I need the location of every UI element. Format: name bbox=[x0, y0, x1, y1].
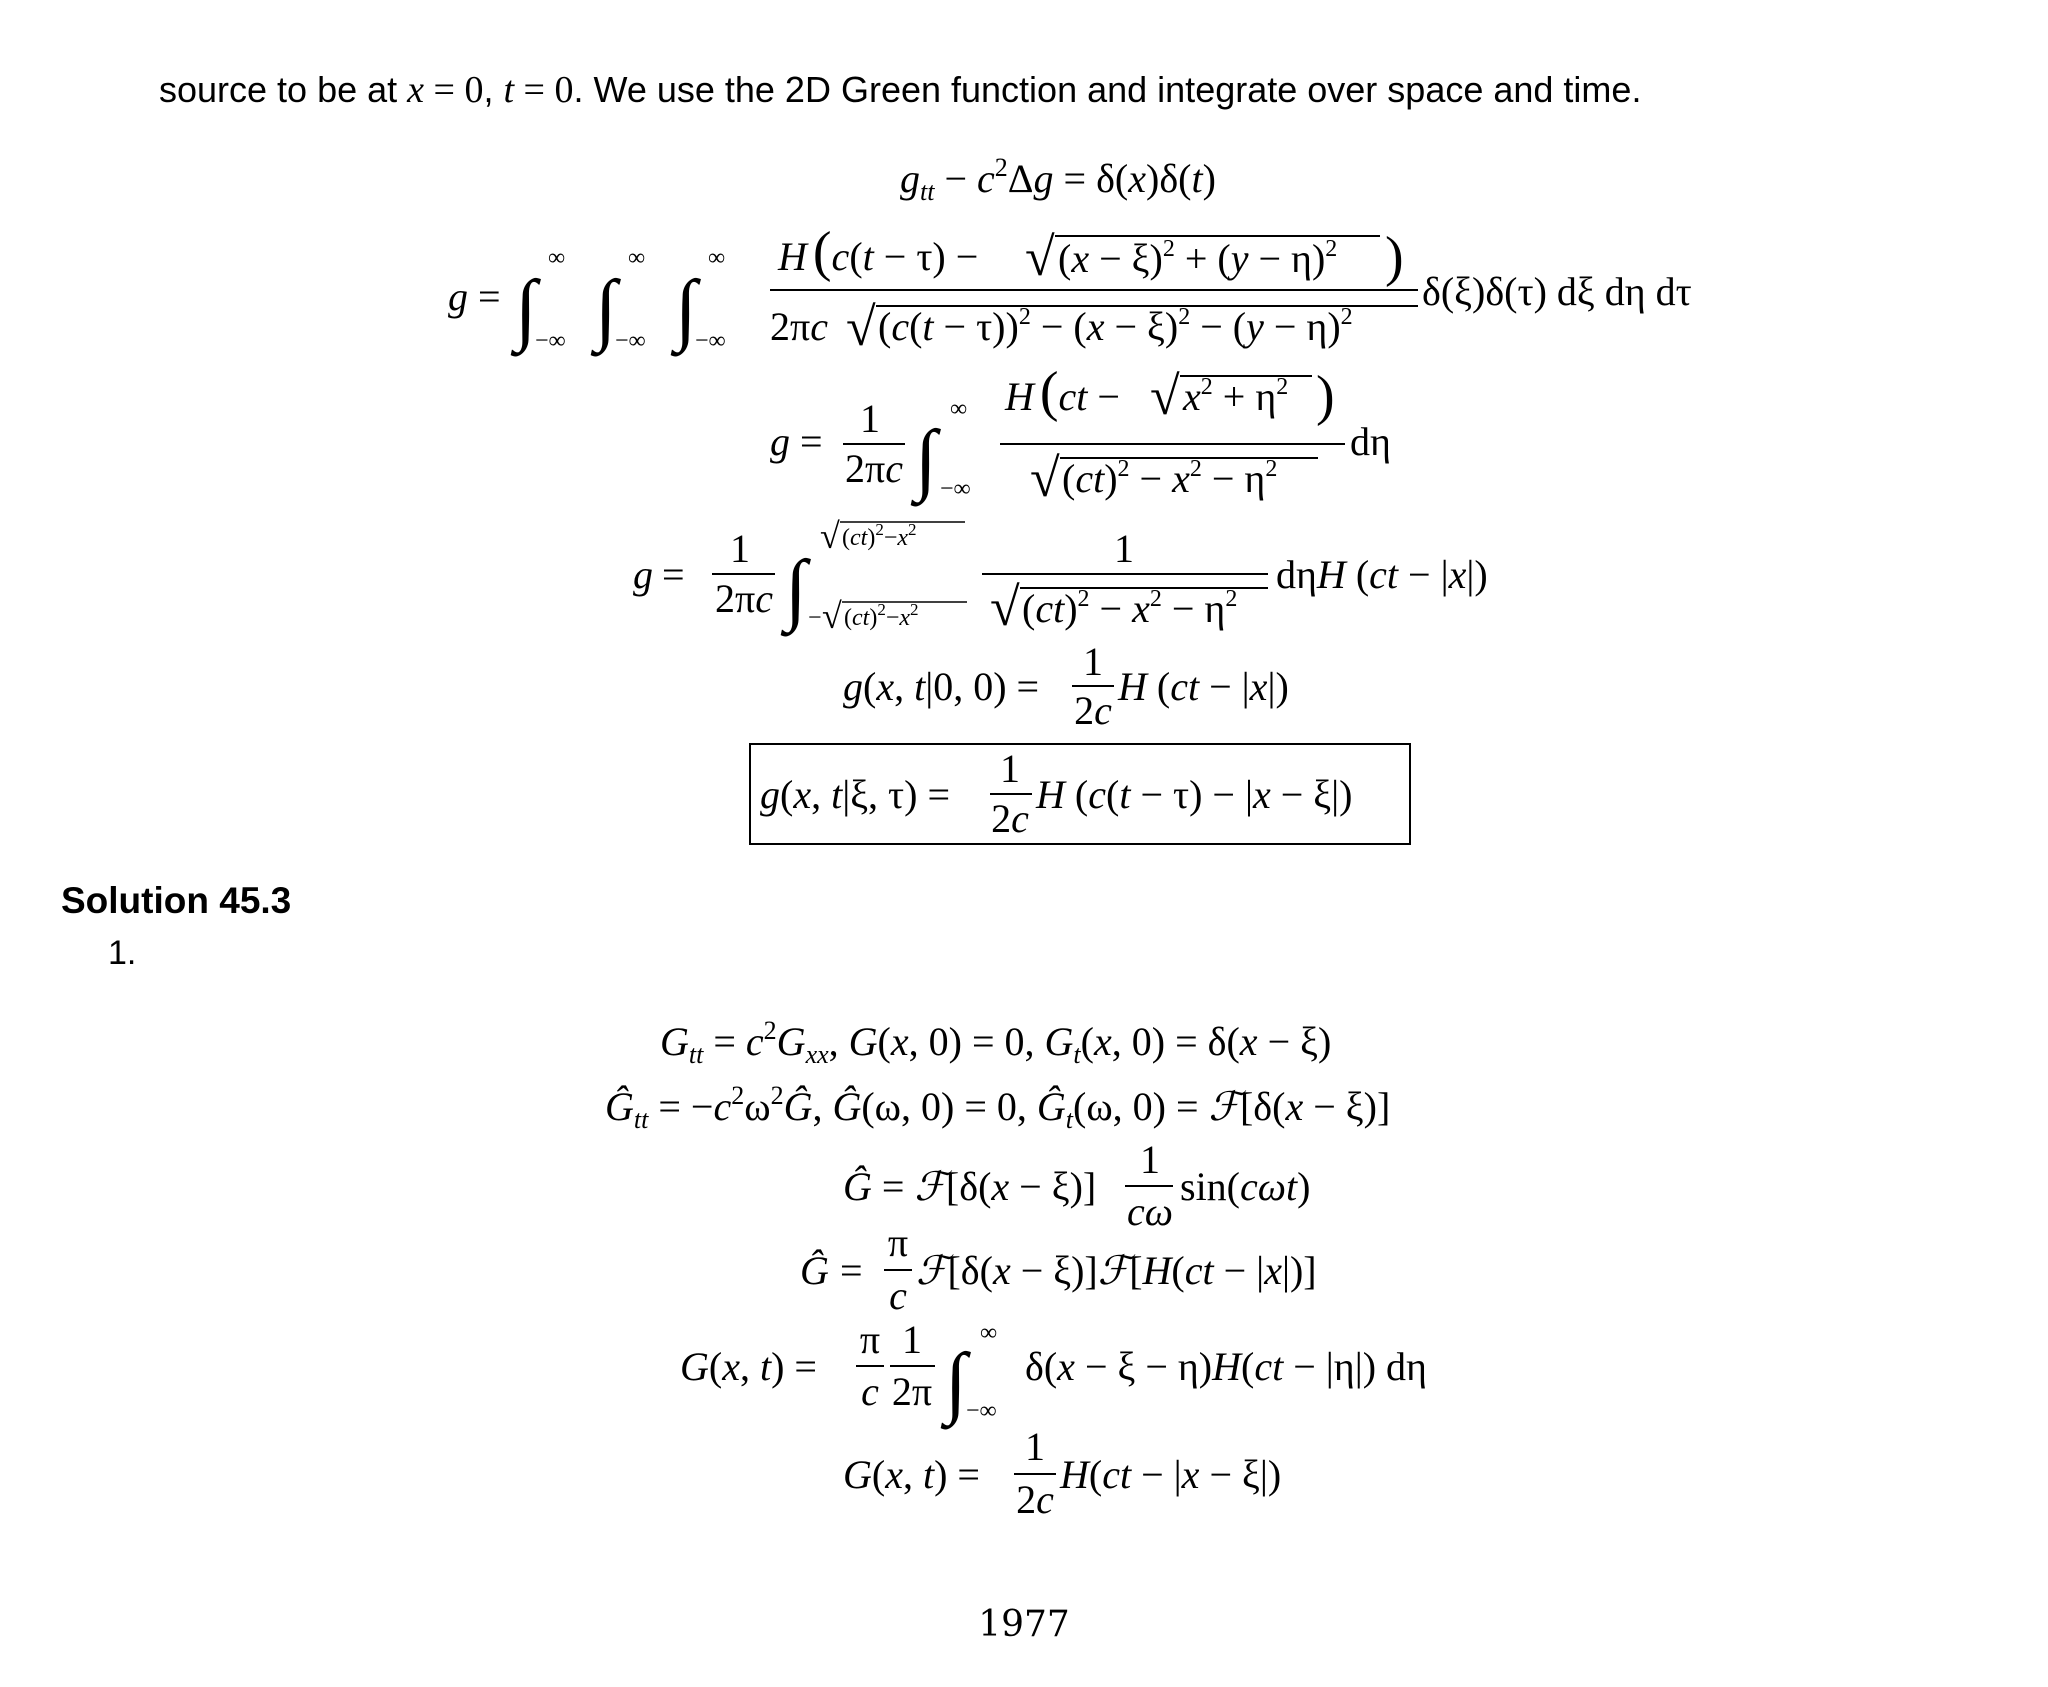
svg-text:g: g bbox=[770, 419, 790, 464]
svg-text:1: 1 bbox=[902, 1317, 922, 1362]
svg-text:∞: ∞ bbox=[980, 1320, 998, 1346]
svg-text:∫: ∫ bbox=[595, 265, 617, 353]
svg-text:): ) bbox=[1316, 365, 1335, 427]
eq-fourier-transformed bbox=[605, 1081, 1390, 1134]
svg-text:1: 1 bbox=[1114, 526, 1134, 571]
svg-text:(ct)2 − x2 − η2: $(ct)^2 - x^2 - \eta^2$ bbox=[1022, 586, 1238, 631]
svg-text:dη: dη bbox=[1350, 419, 1391, 464]
svg-text:∞: ∞ bbox=[708, 245, 726, 271]
svg-text:−: − bbox=[808, 605, 822, 631]
svg-text:δ(ξ)δ(τ) dξ dη dτ: δ(ξ)δ(τ) dξ dη dτ bbox=[1422, 269, 1692, 314]
svg-text:∫: ∫ bbox=[515, 265, 537, 353]
eq-ghat-sin bbox=[843, 1137, 1310, 1234]
svg-text:δ(x − ξ − η)H(ct − |η|) dη: δ(x − ξ − η)H(ct − |η|) dη bbox=[1025, 1344, 1427, 1389]
svg-text:G(x, t) =: G(x, t) = bbox=[843, 1452, 980, 1497]
intro-comma: , bbox=[483, 69, 504, 110]
svg-text:∫: ∫ bbox=[675, 265, 697, 353]
svg-text:g: g bbox=[448, 274, 468, 319]
svg-text:Ĝtt = −c2ω2Ĝ, Ĝ(ω, 0) = 0,: $Ĝ_{tt}$ = $-c^2\omega^2Ĝ$, Ĝ(ω, 0) = 0, $Ĝ_t(\omega$, 0) = ℱ[δ(x − ξ)] bbox=[605, 1081, 1391, 1134]
eq-single-integral-heaviside bbox=[770, 361, 1391, 508]
svg-text:2πc: 2πc bbox=[845, 446, 903, 491]
svg-text:H(c(t − τ) −: H (c(t − τ) − bbox=[778, 221, 979, 283]
eq-wave-1d bbox=[660, 1016, 1331, 1069]
page-number: 1977 bbox=[978, 1604, 1070, 1645]
svg-text:∫: ∫ bbox=[945, 1338, 967, 1426]
svg-text:√: √ bbox=[1025, 227, 1055, 287]
svg-text:1: 1 bbox=[730, 526, 750, 571]
svg-text:−∞: −∞ bbox=[535, 328, 566, 354]
svg-text:−∞: −∞ bbox=[695, 328, 726, 354]
svg-text:(ct)2−x2: $(ct)^2-x^2$ bbox=[842, 520, 917, 551]
svg-text:2πc: 2πc bbox=[715, 576, 773, 621]
svg-text:√: √ bbox=[846, 297, 876, 357]
svg-text:−∞: −∞ bbox=[966, 1398, 997, 1424]
svg-text:Gtt = c2Gxx, G(x, 0) = 0,: $G_{tt} = c^2G_{xx}$, G(x, 0) = 0, $G_t(x$, 0) = δ(x − ξ) bbox=[660, 1016, 1332, 1069]
svg-text:dηH (ct − |x|): dηH (ct − |x|) bbox=[1276, 552, 1488, 597]
eq-wave-2d bbox=[900, 153, 1216, 206]
svg-text:H (c(t − τ) − |x − ξ|): H (c(t − τ) − |x − ξ|) bbox=[1036, 772, 1353, 817]
svg-text:c: c bbox=[889, 1273, 907, 1318]
svg-text:√: √ bbox=[820, 516, 840, 556]
svg-text:): ) bbox=[1385, 226, 1404, 288]
svg-text:=: = bbox=[840, 1248, 863, 1293]
svg-text:π: π bbox=[859, 1317, 881, 1362]
eq-limited-integral bbox=[633, 516, 1488, 637]
intro-math-x: x = 0 bbox=[407, 69, 484, 111]
svg-text:√: √ bbox=[822, 596, 842, 636]
svg-text:gtt − c2Δg = δ(x)δ(t): $g_{tt} - c^2\Delta g = \delta(x)\delta(t)$ bbox=[900, 153, 1216, 206]
svg-text:1: 1 bbox=[1025, 1424, 1045, 1469]
intro-text-1: source to be at bbox=[159, 69, 408, 110]
derivation-1d-equations bbox=[0, 980, 2048, 1540]
svg-text:2c: 2c bbox=[1074, 688, 1112, 733]
eq-triple-integral bbox=[448, 221, 1692, 357]
svg-text:∞: ∞ bbox=[548, 245, 566, 271]
svg-text:1: 1 bbox=[1140, 1137, 1160, 1182]
solution-item-number: 1. bbox=[108, 934, 137, 972]
svg-text:sin(cωt): sin(cωt) bbox=[1180, 1164, 1311, 1209]
svg-text:√: √ bbox=[990, 577, 1020, 637]
svg-text:∫: ∫ bbox=[915, 415, 937, 503]
svg-text:∫: ∫ bbox=[785, 545, 807, 633]
svg-text:1: 1 bbox=[860, 396, 880, 441]
svg-text:−∞: −∞ bbox=[940, 476, 971, 502]
svg-text:G(x, t) =: G(x, t) = bbox=[680, 1344, 817, 1389]
svg-text:2c: 2c bbox=[991, 796, 1029, 841]
svg-text:Ĝ = ℱ[δ(x − ξ)]: Ĝ = ℱ[δ(x − ξ)] bbox=[843, 1164, 1097, 1209]
svg-text:1: 1 bbox=[1083, 639, 1103, 684]
eq-g-integral bbox=[680, 1317, 1427, 1430]
svg-text:c: c bbox=[861, 1369, 879, 1414]
svg-text:H (ct − |x|): H (ct − |x|) bbox=[1118, 664, 1289, 709]
svg-text:=: = bbox=[800, 419, 823, 464]
svg-text:∞: ∞ bbox=[628, 245, 646, 271]
intro-text-2: . We use the 2D Green function and integrate over space and time. bbox=[573, 69, 1642, 110]
svg-text:x2 + η2: $x^2 + \eta^2$ bbox=[1183, 374, 1289, 419]
svg-text:g: g bbox=[633, 552, 653, 597]
svg-text:1: 1 bbox=[1000, 746, 1020, 791]
svg-text:H(ct − |x − ξ|): H(ct − |x − ξ|) bbox=[1060, 1452, 1282, 1497]
svg-text:−∞: −∞ bbox=[615, 328, 646, 354]
svg-text:2c: 2c bbox=[1016, 1477, 1054, 1522]
svg-text:2πc: 2πc bbox=[770, 304, 828, 349]
solution-heading: Solution 45.3 bbox=[61, 880, 292, 921]
svg-text:2π: 2π bbox=[891, 1369, 933, 1414]
svg-text:cω: cω bbox=[1127, 1189, 1173, 1234]
svg-text:(ct)2 − x2 − η2: $(ct)^2 - x^2 - \eta^2$ bbox=[1062, 456, 1278, 501]
svg-text:√: √ bbox=[1150, 366, 1180, 426]
intro-math-t: t = 0 bbox=[503, 69, 574, 111]
svg-text:=: = bbox=[478, 274, 501, 319]
svg-text:(x − ξ)2 + (y − η)2: $(x - \xi)^2 + (y - \eta)^2$ bbox=[1058, 236, 1338, 281]
eq-ghat-convolution bbox=[800, 1220, 1317, 1318]
svg-text:ℱ[δ(x − ξ)]ℱ[H(ct − |x|)]: ℱ[δ(x − ξ)]ℱ[H(ct − |x|)] bbox=[916, 1248, 1317, 1293]
svg-text:π: π bbox=[887, 1220, 909, 1265]
svg-text:√: √ bbox=[1030, 448, 1060, 508]
svg-text:H(ct −: H (ct − bbox=[1005, 361, 1120, 423]
eq-g-final bbox=[843, 1424, 1281, 1522]
svg-text:∞: ∞ bbox=[950, 396, 968, 422]
svg-text:(ct)2−x2: $(ct)^2-x^2$ bbox=[844, 600, 919, 631]
svg-text:Ĝ: Ĝ bbox=[800, 1248, 829, 1293]
svg-text:g(x, t|0, 0) =: g(x, t|0, 0) = bbox=[843, 664, 1040, 709]
eq-green-origin bbox=[843, 639, 1289, 733]
svg-text:(c(t − τ))2 − (x − ξ)2 − (y −: $(c(t - \tau))^2 - (x - \xi)^2 - (y - \eta)^2$ bbox=[878, 304, 1353, 349]
svg-text:=: = bbox=[662, 552, 685, 597]
eq-green-general-boxed bbox=[750, 744, 1410, 844]
svg-text:g(x, t|ξ, τ) =: g(x, t|ξ, τ) = bbox=[760, 772, 951, 817]
